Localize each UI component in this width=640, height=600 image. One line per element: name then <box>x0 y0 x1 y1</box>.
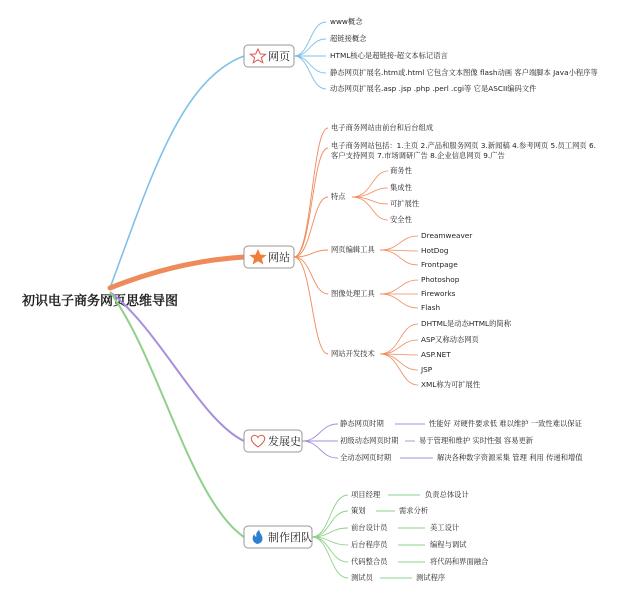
imaging-item: Photoshop <box>421 275 460 284</box>
features-fan <box>352 171 388 220</box>
web-item: 动态网页扩展名.asp .jsp .php .perl .cgi等 它是ASCII编码文件 <box>330 84 537 93</box>
web-item: 超链接概念 <box>330 34 367 43</box>
history-stage: 静态网页时期 <box>340 419 384 428</box>
site-imaging-label: 图像处理工具 <box>331 289 375 298</box>
branch-history <box>244 419 583 462</box>
team-role: 测试员 <box>351 573 373 582</box>
branch-history-label: 发展史 <box>268 435 301 448</box>
site-devtech-label: 网站开发技术 <box>331 349 375 358</box>
branch-team-label: 制作团队 <box>268 531 312 544</box>
site-intro: 电子商务网站由前台和后台组成 <box>331 123 434 132</box>
team-role: 后台程序员 <box>351 540 388 549</box>
editor-item: Dreamweaver <box>421 231 473 240</box>
site-features-label: 特点 <box>331 192 346 201</box>
imaging-fan <box>380 280 418 308</box>
imaging-item: Fireworks <box>421 289 456 298</box>
web-item: 静态网页扩展名.htm或.html 它包含文本图像 flash动画 客户端脚本 Java小程序等 <box>330 68 598 77</box>
devtech-item: JSP <box>421 365 433 374</box>
web-item: www概念 <box>330 17 363 26</box>
editors-fan <box>380 236 418 265</box>
site-editors-label: 网页编辑工具 <box>331 245 375 254</box>
editor-item: Frontpage <box>421 260 458 269</box>
branch-site <box>244 123 596 389</box>
team-role: 策划 <box>351 506 366 515</box>
devtech-fan <box>380 324 418 385</box>
feature-item: 安全性 <box>390 215 412 224</box>
team-duty: 编程与调试 <box>430 540 467 549</box>
devtech-item: ASP又称动态网页 <box>421 335 479 344</box>
devtech-item: XML称为可扩展性 <box>421 380 481 389</box>
team-duty: 美工设计 <box>430 523 460 532</box>
root-title: 初识电子商务网页思维导图 <box>22 294 179 309</box>
site-fan <box>294 128 328 354</box>
team-role: 前台设计员 <box>351 523 388 532</box>
feature-item: 商务性 <box>390 166 412 175</box>
devtech-item: DHTML是动态HTML的简称 <box>421 319 512 328</box>
team-role: 代码整合员 <box>351 557 388 566</box>
branch-site-label: 网站 <box>268 251 290 264</box>
feature-item: 集成性 <box>390 183 412 192</box>
history-desc: 解决各种数字资源采集 管理 利用 传递和增值 <box>437 453 583 462</box>
site-intro: 客户支持网页 7.市场调研广告 8.企业信息网页 9.广告 <box>331 151 505 160</box>
site-intro: 电子商务网站包括：1.主页 2.产品和服务网页 3.新闻稿 4.参考网页 5.员工网页 6. <box>331 141 596 150</box>
feature-item: 可扩展性 <box>390 199 420 208</box>
team-duty: 需求分析 <box>399 506 429 515</box>
imaging-item: Flash <box>421 303 441 312</box>
devtech-item: ASP.NET <box>421 350 451 359</box>
branch-team <box>244 490 489 582</box>
connector-root-history <box>110 292 244 441</box>
history-desc: 易于管理和维护 实时性强 容易更新 <box>419 436 534 445</box>
branch-web <box>244 17 598 93</box>
history-desc: 性能好 对硬件要求低 难以维护 一致性难以保证 <box>429 419 582 428</box>
history-stage: 全动态网页时期 <box>340 453 392 462</box>
web-fan <box>294 22 326 89</box>
connector-root-site <box>110 257 244 288</box>
connector-root-web <box>110 56 244 288</box>
team-role: 项目经理 <box>351 490 381 499</box>
editor-item: HotDog <box>421 246 449 255</box>
team-duty: 测试程序 <box>416 573 446 582</box>
history-stage: 初级动态网页时期 <box>340 436 399 445</box>
team-duty: 负责总体设计 <box>425 490 469 499</box>
branch-web-label: 网页 <box>268 50 290 63</box>
team-duty: 将代码和界面融合 <box>430 557 489 566</box>
connector-root-team <box>110 292 244 537</box>
web-item: HTML核心是超链接-超文本标记语言 <box>330 51 448 60</box>
